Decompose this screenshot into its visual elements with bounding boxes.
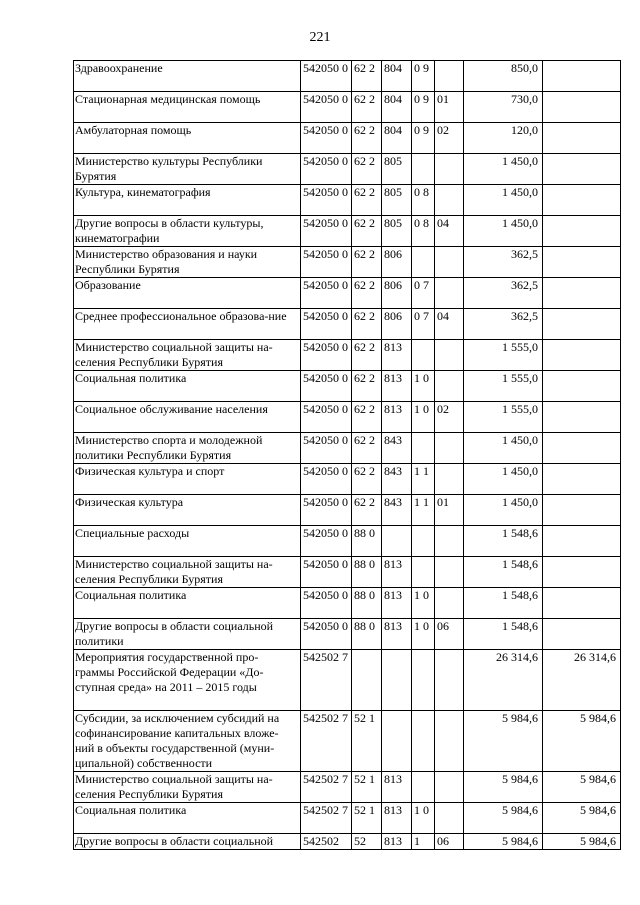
expense-type-code: 62 2: [352, 123, 382, 154]
row-name: Амбулаторная помощь: [74, 123, 301, 154]
row-name: Социальная политика: [74, 371, 301, 402]
target-article-code: 542050 0: [301, 123, 352, 154]
expense-type-code: 62 2: [352, 247, 382, 278]
row-name: Министерство социальной защиты на-селения Республики Бурятия: [74, 340, 301, 371]
amount-total: 1 555,0: [464, 340, 543, 371]
amount-federal: [543, 588, 621, 619]
section-code: 0 8: [412, 185, 435, 216]
row-name: Субсидии, за исключением субсидий на софинансирование капитальных вложе-ний в объекты государственной (муни-ципальной) собственности: [74, 711, 301, 772]
subsection-code: 02: [435, 123, 464, 154]
subsection-code: [435, 650, 464, 711]
page-number: 221: [309, 30, 331, 45]
table-row: [74, 619, 621, 650]
ministry-code: 813: [382, 557, 412, 588]
section-code: 1 1: [412, 464, 435, 495]
section-code: [412, 772, 435, 803]
subsection-code: 06: [435, 834, 464, 850]
amount-federal: [543, 557, 621, 588]
amount-federal: [543, 340, 621, 371]
amount-total: 1 450,0: [464, 216, 543, 247]
amount-federal: [543, 402, 621, 433]
ministry-code: 813: [382, 803, 412, 834]
subsection-code: [435, 433, 464, 464]
subsection-code: [435, 803, 464, 834]
expense-type-code: 62 2: [352, 464, 382, 495]
target-article-code: 542050 0: [301, 433, 352, 464]
table-row: [74, 247, 621, 278]
subsection-code: [435, 340, 464, 371]
target-article-code: 542050 0: [301, 278, 352, 309]
ministry-code: 805: [382, 154, 412, 185]
table-row: [74, 92, 621, 123]
amount-federal: [543, 154, 621, 185]
subsection-code: [435, 185, 464, 216]
section-code: 0 7: [412, 278, 435, 309]
ministry-code: [382, 711, 412, 772]
section-code: 1 0: [412, 803, 435, 834]
section-code: 1 0: [412, 588, 435, 619]
target-article-code: 542050 0: [301, 61, 352, 92]
target-article-code: 542050 0: [301, 154, 352, 185]
table-row: [74, 803, 621, 834]
target-article-code: 542050 0: [301, 619, 352, 650]
target-article-code: 542050 0: [301, 247, 352, 278]
ministry-code: 804: [382, 123, 412, 154]
table-row: [74, 650, 621, 711]
subsection-code: 06: [435, 619, 464, 650]
amount-total: 26 314,6: [464, 650, 543, 711]
target-article-code: 542050 0: [301, 464, 352, 495]
table-row: [74, 123, 621, 154]
section-code: 0 8: [412, 216, 435, 247]
amount-total: 1 548,6: [464, 619, 543, 650]
section-code: 0 9: [412, 123, 435, 154]
expense-type-code: 52 1: [352, 772, 382, 803]
row-name: Образование: [74, 278, 301, 309]
target-article-code: 542050 0: [301, 557, 352, 588]
row-name: Министерство спорта и молодежной политики Республики Бурятия: [74, 433, 301, 464]
section-code: [412, 526, 435, 557]
expense-type-code: 52 1: [352, 711, 382, 772]
row-name: Другие вопросы в области социальной политики: [74, 619, 301, 650]
ministry-code: 805: [382, 216, 412, 247]
amount-federal: 5 984,6: [543, 834, 621, 850]
target-article-code: 542050 0: [301, 340, 352, 371]
section-code: 0 9: [412, 92, 435, 123]
row-name: Социальное обслуживание населения: [74, 402, 301, 433]
amount-total: 1 555,0: [464, 371, 543, 402]
target-article-code: 542502 7: [301, 650, 352, 711]
amount-federal: [543, 371, 621, 402]
expense-type-code: [352, 650, 382, 711]
subsection-code: [435, 154, 464, 185]
ministry-code: [382, 650, 412, 711]
section-code: [412, 247, 435, 278]
subsection-code: [435, 278, 464, 309]
table-row: [74, 834, 621, 850]
ministry-code: 806: [382, 309, 412, 340]
subsection-code: [435, 526, 464, 557]
row-name: Министерство социальной защиты на-селения Республики Бурятия: [74, 557, 301, 588]
row-name: Социальная политика: [74, 588, 301, 619]
target-article-code: 542050 0: [301, 216, 352, 247]
ministry-code: 806: [382, 247, 412, 278]
table-row: [74, 278, 621, 309]
amount-federal: [543, 61, 621, 92]
target-article-code: 542050 0: [301, 371, 352, 402]
expense-type-code: 88 0: [352, 619, 382, 650]
amount-federal: 5 984,6: [543, 803, 621, 834]
amount-total: 1 548,6: [464, 526, 543, 557]
amount-total: 1 548,6: [464, 557, 543, 588]
row-name: Министерство культуры Республики Бурятия: [74, 154, 301, 185]
subsection-code: 04: [435, 216, 464, 247]
subsection-code: 04: [435, 309, 464, 340]
section-code: [412, 650, 435, 711]
expense-type-code: 62 2: [352, 92, 382, 123]
amount-federal: [543, 278, 621, 309]
ministry-code: 813: [382, 834, 412, 850]
amount-total: 1 450,0: [464, 433, 543, 464]
amount-federal: [543, 185, 621, 216]
target-article-code: 542050 0: [301, 588, 352, 619]
ministry-code: 813: [382, 402, 412, 433]
section-code: [412, 154, 435, 185]
table-row: [74, 526, 621, 557]
section-code: [412, 433, 435, 464]
amount-federal: [543, 526, 621, 557]
table-row: [74, 309, 621, 340]
row-name: Физическая культура и спорт: [74, 464, 301, 495]
target-article-code: 542050 0: [301, 185, 352, 216]
expense-type-code: 62 2: [352, 185, 382, 216]
amount-total: 5 984,6: [464, 803, 543, 834]
ministry-code: 843: [382, 464, 412, 495]
target-article-code: 542050 0: [301, 495, 352, 526]
section-code: [412, 340, 435, 371]
expense-type-code: 62 2: [352, 154, 382, 185]
ministry-code: 843: [382, 495, 412, 526]
section-code: 0 7: [412, 309, 435, 340]
row-name: Мероприятия государственной про-граммы Российской Федерации «До-ступная среда» на 2011 – 2015 годы: [74, 650, 301, 711]
subsection-code: [435, 557, 464, 588]
ministry-code: 813: [382, 588, 412, 619]
ministry-code: [382, 526, 412, 557]
amount-federal: [543, 309, 621, 340]
row-name: Стационарная медицинская помощь: [74, 92, 301, 123]
row-name: Среднее профессиональное образова-ние: [74, 309, 301, 340]
amount-federal: [543, 123, 621, 154]
amount-federal: [543, 216, 621, 247]
table-row: [74, 340, 621, 371]
amount-total: 1 450,0: [464, 464, 543, 495]
section-code: 1: [412, 834, 435, 850]
table-row: [74, 185, 621, 216]
expense-type-code: 52: [352, 834, 382, 850]
subsection-code: [435, 247, 464, 278]
expense-type-code: 62 2: [352, 309, 382, 340]
amount-federal: [543, 247, 621, 278]
amount-total: 1 555,0: [464, 402, 543, 433]
row-name: Министерство социальной защиты на-селения Республики Бурятия: [74, 772, 301, 803]
target-article-code: 542502 7: [301, 772, 352, 803]
section-code: 1 0: [412, 402, 435, 433]
table-row: [74, 557, 621, 588]
expense-type-code: 62 2: [352, 61, 382, 92]
subsection-code: [435, 772, 464, 803]
amount-federal: [543, 92, 621, 123]
ministry-code: 843: [382, 433, 412, 464]
expense-type-code: 62 2: [352, 433, 382, 464]
amount-total: 850,0: [464, 61, 543, 92]
target-article-code: 542050 0: [301, 402, 352, 433]
table-row: [74, 464, 621, 495]
expense-type-code: 88 0: [352, 588, 382, 619]
expense-type-code: 62 2: [352, 340, 382, 371]
target-article-code: 542502 7: [301, 711, 352, 772]
row-name: Министерство образования и науки Республики Бурятия: [74, 247, 301, 278]
subsection-code: [435, 61, 464, 92]
amount-total: 5 984,6: [464, 711, 543, 772]
amount-total: 362,5: [464, 309, 543, 340]
amount-total: 362,5: [464, 247, 543, 278]
expense-type-code: 52 1: [352, 803, 382, 834]
expense-type-code: 62 2: [352, 402, 382, 433]
section-code: 1 0: [412, 371, 435, 402]
budget-table: [73, 60, 621, 850]
expense-type-code: 62 2: [352, 278, 382, 309]
amount-federal: 5 984,6: [543, 711, 621, 772]
table-row: [74, 495, 621, 526]
table-row: [74, 711, 621, 772]
row-name: Другие вопросы в области культуры, кинематографии: [74, 216, 301, 247]
table-row: [74, 402, 621, 433]
amount-total: 120,0: [464, 123, 543, 154]
amount-total: 1 450,0: [464, 154, 543, 185]
row-name: Здравоохранение: [74, 61, 301, 92]
section-code: [412, 711, 435, 772]
expense-type-code: 62 2: [352, 495, 382, 526]
expense-type-code: 62 2: [352, 216, 382, 247]
amount-total: 1 450,0: [464, 495, 543, 526]
table-row: [74, 433, 621, 464]
ministry-code: 804: [382, 61, 412, 92]
target-article-code: 542502: [301, 834, 352, 850]
amount-federal: [543, 619, 621, 650]
table-row: [74, 772, 621, 803]
table-row: [74, 216, 621, 247]
ministry-code: 806: [382, 278, 412, 309]
amount-total: 1 450,0: [464, 185, 543, 216]
table-row: [74, 61, 621, 92]
ministry-code: 813: [382, 772, 412, 803]
ministry-code: 813: [382, 340, 412, 371]
subsection-code: 01: [435, 92, 464, 123]
target-article-code: 542502 7: [301, 803, 352, 834]
row-name: Специальные расходы: [74, 526, 301, 557]
section-code: 0 9: [412, 61, 435, 92]
amount-federal: 26 314,6: [543, 650, 621, 711]
expense-type-code: 88 0: [352, 557, 382, 588]
amount-federal: [543, 464, 621, 495]
row-name: Социальная политика: [74, 803, 301, 834]
amount-total: 730,0: [464, 92, 543, 123]
section-code: 1 0: [412, 619, 435, 650]
target-article-code: 542050 0: [301, 309, 352, 340]
amount-total: 1 548,6: [464, 588, 543, 619]
subsection-code: 02: [435, 402, 464, 433]
subsection-code: 01: [435, 495, 464, 526]
table-row: [74, 371, 621, 402]
table-body: [74, 61, 621, 850]
section-code: [412, 557, 435, 588]
row-name: Другие вопросы в области социальной: [74, 834, 301, 850]
subsection-code: [435, 711, 464, 772]
expense-type-code: 62 2: [352, 371, 382, 402]
row-name: Культура, кинематография: [74, 185, 301, 216]
amount-federal: [543, 495, 621, 526]
amount-federal: [543, 433, 621, 464]
amount-total: 5 984,6: [464, 834, 543, 850]
ministry-code: 805: [382, 185, 412, 216]
section-code: 1 1: [412, 495, 435, 526]
ministry-code: 804: [382, 92, 412, 123]
subsection-code: [435, 371, 464, 402]
amount-total: 362,5: [464, 278, 543, 309]
subsection-code: [435, 588, 464, 619]
row-name: Физическая культура: [74, 495, 301, 526]
amount-total: 5 984,6: [464, 772, 543, 803]
table-row: [74, 154, 621, 185]
ministry-code: 813: [382, 371, 412, 402]
ministry-code: 813: [382, 619, 412, 650]
table-row: [74, 588, 621, 619]
expense-type-code: 88 0: [352, 526, 382, 557]
target-article-code: 542050 0: [301, 92, 352, 123]
subsection-code: [435, 464, 464, 495]
target-article-code: 542050 0: [301, 526, 352, 557]
amount-federal: 5 984,6: [543, 772, 621, 803]
